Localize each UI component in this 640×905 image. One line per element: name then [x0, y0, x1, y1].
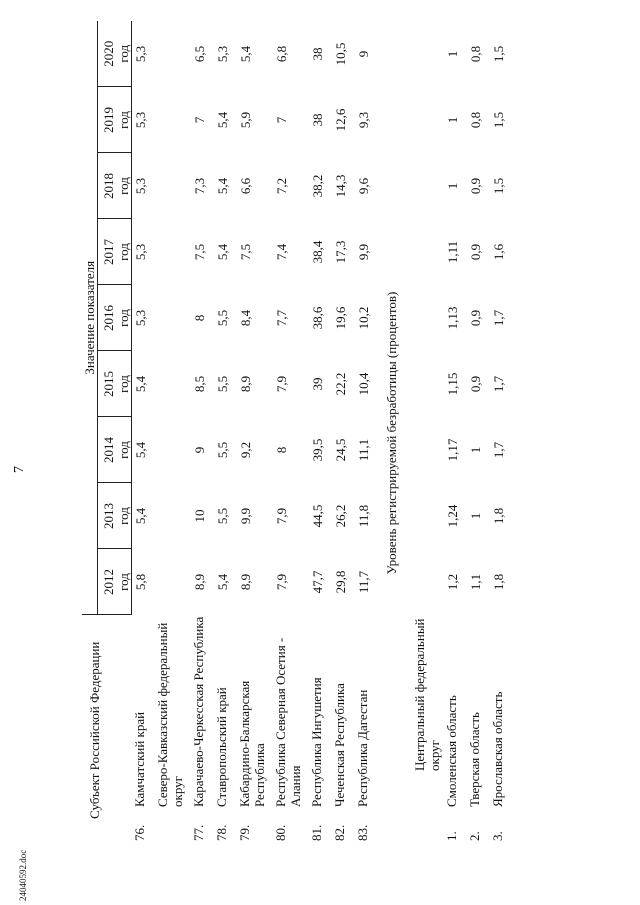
year-header [98, 417, 132, 483]
value-cell: 5,4 [133, 507, 148, 525]
value-cell: 22,2 [333, 372, 348, 396]
value-cell: 7,9 [274, 573, 289, 591]
value-cell: 1,2 [445, 573, 460, 591]
subject-name: Республика Ингушетия [309, 677, 324, 807]
year-label: 2013 [101, 503, 116, 529]
row-number [155, 811, 191, 845]
value-cell: 9,3 [356, 111, 371, 129]
subject-header-label: Субъект Российской Федерации [87, 641, 102, 819]
value-cell: 8,9 [192, 573, 207, 591]
year-word: год [116, 44, 131, 63]
table-body-bottom [444, 21, 513, 845]
table-row [155, 21, 191, 845]
value-cell: 0,9 [468, 309, 483, 327]
value-cell: 7,3 [192, 177, 207, 195]
row-number: 3. [490, 831, 505, 841]
section-body [378, 21, 444, 845]
value-cell: 6,6 [238, 177, 253, 195]
value-cell [155, 285, 191, 351]
value-cell: 8,9 [238, 573, 253, 591]
year-label: 2017 [101, 239, 116, 265]
value-cell: 7,9 [274, 375, 289, 393]
year-word: год [116, 507, 131, 525]
value-cell: 38,6 [310, 306, 325, 330]
value-cell: 1,13 [445, 306, 460, 330]
year-header [98, 285, 132, 351]
value-cell: 6,8 [274, 45, 289, 63]
year-label: 2018 [101, 173, 116, 199]
value-cell: 38,2 [310, 174, 325, 198]
value-cell [155, 153, 191, 219]
value-cell: 5,5 [215, 441, 230, 459]
value-cell: 9,6 [356, 177, 371, 195]
table-row [309, 21, 332, 845]
value-group-label: Значение показателя [82, 260, 97, 375]
table-row [237, 21, 273, 845]
year-label: 2012 [101, 569, 116, 595]
row-number: 78. [214, 824, 229, 841]
value-cell: 1 [445, 116, 460, 124]
value-cell: 7,5 [238, 243, 253, 261]
value-cell: 5,3 [133, 111, 148, 129]
subject-name: Ставропольский край [214, 687, 229, 807]
value-cell: 1,24 [445, 504, 460, 528]
year-label: 2015 [101, 371, 116, 397]
value-cell: 9,9 [238, 507, 253, 525]
value-cell: 5,5 [215, 507, 230, 525]
value-cell [155, 351, 191, 417]
value-cell [155, 483, 191, 549]
year-header [98, 87, 132, 153]
value-cell: 5,5 [215, 309, 230, 327]
value-cell: 1,5 [491, 45, 506, 63]
value-cell [155, 87, 191, 153]
value-cell: 11,7 [356, 570, 371, 594]
subject-name: Республика Северная Осетия - Алания [273, 637, 303, 807]
subject-name: Карачаево-Черкесская Республика [191, 616, 206, 807]
subject-name: Чеченская Республика [332, 683, 347, 807]
year-word: год [116, 573, 131, 591]
year-header [98, 219, 132, 285]
value-cell: 5,3 [133, 309, 148, 327]
year-header [98, 549, 132, 615]
value-cell: 8 [192, 314, 207, 322]
value-cell: 5,4 [133, 375, 148, 393]
row-number: 77. [191, 824, 206, 841]
row-number: 83. [355, 824, 370, 841]
table-row [444, 21, 467, 845]
table-row [191, 21, 214, 845]
year-header [98, 351, 132, 417]
value-cell: 1,7 [491, 309, 506, 327]
value-cell: 9 [192, 446, 207, 454]
value-cell: 1,6 [491, 243, 506, 261]
value-cell: 17,3 [333, 240, 348, 264]
year-word: год [116, 111, 131, 129]
value-cell: 1 [445, 50, 460, 58]
year-header [98, 483, 132, 549]
value-cell: 1,5 [491, 177, 506, 195]
year-header [98, 153, 132, 219]
table-body-top [132, 21, 379, 845]
value-cell: 1,15 [445, 372, 460, 396]
value-cell: 5,3 [133, 243, 148, 261]
value-cell: 5,4 [238, 45, 253, 63]
value-cell: 5,4 [133, 441, 148, 459]
row-number: 76. [131, 824, 147, 841]
row-number: 79. [237, 824, 252, 841]
value-cell: 0,9 [468, 375, 483, 393]
value-cell: 0,8 [468, 111, 483, 129]
value-cell: 10 [192, 509, 207, 523]
value-cell: 7,4 [274, 243, 289, 261]
value-cell: 14,3 [333, 174, 348, 198]
value-cell: 9 [356, 50, 371, 58]
value-cell: 0,8 [468, 45, 483, 63]
year-header [98, 21, 132, 87]
value-cell: 6,5 [192, 45, 207, 63]
value-cell [155, 417, 191, 483]
value-cell: 38 [310, 113, 325, 127]
value-cell: 8,4 [238, 309, 253, 327]
year-label: 2020 [101, 40, 116, 67]
value-cell: 47,7 [310, 570, 325, 594]
value-cell: 24,5 [333, 438, 348, 462]
value-cell: 1 [468, 446, 483, 454]
value-cell: 1,7 [491, 441, 506, 459]
section-title: Уровень регистрируемой безработицы (процентов) [384, 291, 399, 575]
value-cell: 19,6 [333, 306, 348, 330]
year-word: год [116, 375, 131, 393]
value-cell: 7 [274, 116, 289, 124]
indicator-table [82, 21, 513, 845]
value-cell: 1,8 [491, 507, 506, 525]
table-row [490, 21, 513, 845]
year-label: 2019 [101, 107, 116, 133]
value-cell: 1,17 [445, 438, 460, 462]
value-cell: 1,5 [491, 111, 506, 129]
row-number: 81. [309, 824, 324, 841]
subject-name: Северо-Кавказский федеральный округ [155, 622, 185, 807]
value-cell: 9,2 [238, 441, 253, 459]
value-cell: 1,1 [468, 573, 483, 591]
row-number: 80. [273, 824, 288, 841]
value-cell: 44,5 [310, 504, 325, 528]
subject-name: Республика Дагестан [355, 689, 370, 807]
value-cell [155, 21, 191, 87]
value-cell: 10,5 [333, 42, 348, 66]
value-cell: 5,5 [215, 375, 230, 393]
year-label: 2014 [101, 437, 116, 463]
value-cell: 1,8 [491, 573, 506, 591]
value-cell: 5,3 [133, 177, 148, 195]
value-cell: 1,11 [445, 240, 460, 264]
value-cell: 5,4 [215, 111, 230, 129]
subject-name: Камчатский край [131, 711, 147, 807]
value-cell: 11,1 [356, 438, 371, 462]
value-cell: 8 [274, 446, 289, 454]
value-cell: 5,3 [215, 45, 230, 63]
value-cell: 39 [310, 377, 325, 391]
year-word: год [116, 441, 131, 459]
value-cell: 1 [445, 182, 460, 190]
year-word: год [116, 243, 131, 261]
year-label: 2016 [101, 305, 116, 331]
row-number: 82. [332, 824, 347, 841]
value-cell: 8,5 [192, 375, 207, 393]
table-row [132, 21, 156, 845]
value-cell: 26,2 [333, 504, 348, 528]
table-row [273, 21, 309, 845]
value-cell: 10,4 [356, 372, 371, 396]
value-cell: 1,7 [491, 375, 506, 393]
value-cell: 12,6 [333, 108, 348, 132]
value-cell: 7,7 [274, 309, 289, 327]
value-cell [155, 549, 191, 615]
table-row [332, 21, 355, 845]
value-cell: 9,9 [356, 243, 371, 261]
subject-column-header [82, 615, 132, 845]
value-cell: 0,9 [468, 177, 483, 195]
value-cell [155, 219, 191, 285]
value-cell: 38,4 [310, 240, 325, 264]
year-word: год [116, 177, 131, 195]
year-word: год [116, 309, 131, 327]
row-number: 1. [444, 831, 459, 841]
value-cell: 5,8 [133, 573, 148, 591]
value-cell: 29,8 [333, 570, 348, 594]
subject-name: Смоленская область [444, 695, 459, 807]
value-cell: 11,8 [356, 504, 371, 528]
value-cell: 5,4 [215, 243, 230, 261]
table-row [467, 21, 490, 845]
file-mark: 24040592.doc [18, 849, 28, 901]
value-cell: 10,2 [356, 306, 371, 330]
subject-name: Кабардино-Балкарская Республика [237, 680, 267, 807]
subject-name: Тверская область [467, 712, 482, 807]
table-row [214, 21, 237, 845]
value-cell: 7,2 [274, 177, 289, 195]
value-cell: 0,9 [468, 243, 483, 261]
value-cell: 1 [468, 512, 483, 520]
value-cell: 39,5 [310, 438, 325, 462]
value-cell: 38 [310, 47, 325, 61]
value-cell: 5,9 [238, 111, 253, 129]
table-row [355, 21, 378, 845]
value-cell: 5,4 [215, 177, 230, 195]
value-cell: 7 [192, 116, 207, 124]
page-number: 7 [12, 466, 27, 473]
value-cell: 5,3 [133, 45, 148, 63]
value-cell: 7,5 [192, 243, 207, 261]
row-number: 2. [467, 831, 482, 841]
value-cell: 8,9 [238, 375, 253, 393]
value-cell: 7,9 [274, 507, 289, 525]
value-cell: 5,4 [215, 573, 230, 591]
value-group-header [82, 21, 98, 615]
district-title: Центральный федеральный округ [412, 618, 442, 771]
subject-name: Ярославская область [490, 691, 505, 807]
